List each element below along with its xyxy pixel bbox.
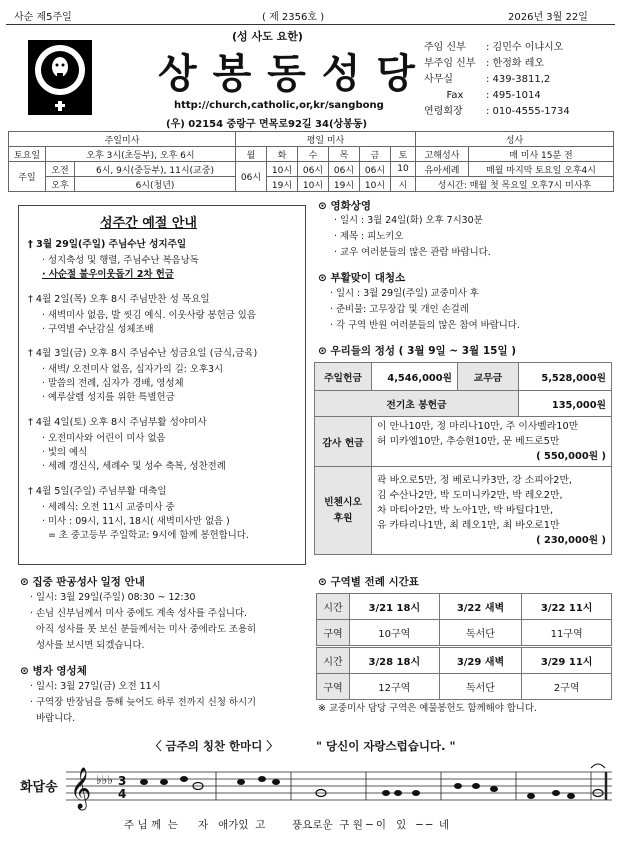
music-staff: [66, 760, 614, 816]
zone-value: 12구역: [350, 674, 440, 700]
sunday-label: 주일: [9, 162, 46, 192]
holy-week-line: · 말씀의 전례, 십자가 경배, 영성체: [42, 378, 184, 389]
confession-event-line: 성사를 보시면 되겠습니다.: [30, 640, 145, 651]
sunday-offering-value: 4,546,000원: [372, 363, 458, 391]
zone-time: 3/21 18시: [350, 594, 440, 620]
fri-time-1: 06시: [360, 162, 391, 177]
day-thu: 목: [329, 147, 360, 162]
building-offering-value: 135,000원: [519, 391, 612, 417]
issue-number: ( 제 2356호 ): [262, 12, 325, 23]
movie-title: ⊙ 영화상영: [318, 200, 372, 212]
holy-week-line: · 구역별 수난감실 성체조배: [42, 324, 154, 335]
zone-time: 3/29 새벽: [439, 648, 522, 674]
holy-week-line: · 사순절 불우이웃돕기 2차 헌금: [42, 269, 174, 280]
header-rule: [6, 24, 615, 25]
zone-value: 11구역: [522, 620, 612, 646]
zone-table-week1: [316, 593, 612, 646]
issue-date: 2026년 3월 22일: [508, 12, 588, 23]
cleaning-line: · 일시 : 3월 29일(주일) 교중미사 후: [330, 288, 479, 299]
contact-list: [424, 40, 570, 120]
day-tue: 화: [267, 147, 298, 162]
am-times: 6시, 9시(중등부), 11시(교중): [75, 162, 236, 177]
zone-note: ※ 교중미사 담당 구역은 예물봉헌도 함께해야 합니다.: [318, 703, 537, 714]
holy-week-line: = 초 중고등부 주일학교: 9시에 함께 봉헌합니다.: [42, 530, 249, 541]
holy-week-line: · 세례 갱신식, 세례수 및 성수 축복, 성찬전례: [42, 461, 226, 472]
weekday-mass-header: 평일 미사: [236, 132, 416, 147]
holy-week-item: † 3월 29일(주일) 주님수난 성지주일: [28, 239, 187, 250]
offering-title: ⊙ 우리들의 정성 ( 3월 9일 ~ 3월 15일 ): [318, 345, 517, 357]
tue-time-2: 19시: [267, 177, 298, 192]
zone-schedule-title: ⊙ 구역별 전례 시간표: [318, 576, 419, 588]
contact-pastor: 주임 신부 : 김민수 이냐시오: [424, 42, 564, 53]
church-url[interactable]: http://church,catholic,or,kr/sangbong: [174, 100, 384, 111]
sat-time-a: 10: [391, 162, 416, 177]
zone-label: 구역: [317, 620, 350, 646]
church-address: (우) 02154 중랑구 면목로92길 34(상봉동): [166, 119, 368, 130]
zone-value: 독서단: [439, 674, 522, 700]
contact-fax: Fax : 495-1014: [446, 90, 541, 101]
zone-value: 10구역: [350, 620, 440, 646]
pm-label: 오후: [46, 177, 75, 192]
am-label: 오전: [46, 162, 75, 177]
vincent-label: 빈첸시오 후원: [315, 467, 372, 555]
confession-event-line: · 손님 신부님께서 미사 중에도 계속 성사를 주십니다.: [30, 608, 248, 619]
psalm-label: 화답송: [20, 780, 58, 795]
confession-event-line: 아직 성사를 못 보신 분들께서는 미사 중에라도 조용히: [30, 624, 257, 635]
holy-week-item: † 4월 3일(금) 오후 8시 주님수난 성금요일 (금식,금육): [28, 348, 258, 359]
movie-line: · 일시 : 3월 24일(화) 오후 7시30분: [334, 215, 483, 226]
pm-times: 6시(청년): [75, 177, 236, 192]
vincent-details: 곽 바오로5만, 정 베로니카3만, 강 소피아2만, 김 수산나2만, 박 도미니카2만, 박 레오2만, 차 마티아2만, 박 노아1만, 박 바틸다1만, 유 카타리나1만, 최 레오1만, 최 바오로1만 ( 230,000원 ): [372, 467, 612, 555]
fri-time-2: 10시: [360, 177, 391, 192]
mass-schedule-table: [8, 131, 614, 192]
psalm-lyrics: 주 님 께 는 자 애가있 고 풍요로운 구 원 ─ 이 있 ─ ─ 네: [124, 819, 450, 831]
parish-dues-value: 5,528,000원: [519, 363, 612, 391]
zone-time-label: 시간: [317, 648, 350, 674]
svg-text:3: 3: [118, 774, 127, 788]
contact-funeral: 연령회장 : 010-4555-1734: [424, 106, 570, 117]
holy-week-line: · 새벽/ 오전미사 없음, 십자가의 길: 오후3시: [42, 364, 224, 375]
sick-communion-title: ⊙ 병자 영성체: [20, 665, 87, 677]
movie-line: · 교우 여러분들의 많은 관람 바랍니다.: [334, 247, 491, 258]
church-name: 상 봉 동 성 당: [158, 51, 416, 97]
day-sat: 토: [391, 147, 416, 162]
holy-week-item: † 4월 4일(토) 오후 8시 주님부활 성야미사: [28, 417, 207, 428]
wed-time-2: 10시: [298, 177, 329, 192]
day-fri: 금: [360, 147, 391, 162]
zone-time: 3/29 11시: [522, 648, 612, 674]
holy-hour-time: 성시간: 매월 첫 목요일 오후7시 미사후: [416, 177, 614, 192]
praise-message: " 당신이 자랑스럽습니다. ": [316, 739, 456, 753]
cleaning-title: ⊙ 부활맞이 대청소: [318, 272, 406, 284]
holy-week-line: · 미사 : 09시, 11시, 18시( 새벽미사만 없음 ): [42, 516, 230, 527]
monday-time: 06시: [236, 162, 267, 192]
svg-text:𝄞: 𝄞: [70, 768, 92, 809]
sunday-mass-header: 주일미사: [9, 132, 236, 147]
confession-event-line: · 일시: 3월 29일(주일) 08:30 ~ 12:30: [30, 592, 196, 603]
sick-communion-line: · 일시: 3월 27일(금) 오전 11시: [30, 681, 161, 692]
cleaning-line: · 준비물: 고무장갑 및 개인 손걸레: [330, 304, 469, 315]
building-offering-label: 전기초 봉헌금: [315, 391, 519, 417]
parish-dues-label: 교무금: [458, 363, 519, 391]
thu-time-1: 06시: [329, 162, 360, 177]
zone-time: 3/22 11시: [522, 594, 612, 620]
confession-time: 매 미사 15분 전: [469, 147, 614, 162]
sick-communion-line: · 구역장 반장님을 통해 늦어도 하루 전까지 신청 하시기: [30, 697, 257, 708]
wed-time-1: 06시: [298, 162, 329, 177]
svg-text:4: 4: [118, 787, 127, 801]
sick-communion-line: 바랍니다.: [30, 713, 76, 724]
svg-text:♭♭♭: ♭♭♭: [96, 773, 113, 787]
contact-office: 사무실 : 439-3811,2: [424, 74, 551, 85]
cleaning-line: · 각 구역 반원 여러분들의 많은 참여 바랍니다.: [330, 320, 520, 331]
holy-week-line: · 오전미사와 어린이 미사 없음: [42, 433, 166, 444]
holy-week-line: · 예루살렘 성지를 위한 특별헌금: [42, 392, 175, 403]
zone-value: 독서단: [439, 620, 522, 646]
week-label: 사순 제5주일: [14, 12, 72, 23]
thanks-offering-label: 감사 헌금: [315, 417, 372, 467]
sat-time-b: 시: [391, 177, 416, 192]
infant-baptism-label: 유아세례: [416, 162, 469, 177]
day-wed: 수: [298, 147, 329, 162]
holy-week-line: · 빛의 예식: [42, 447, 88, 458]
confession-event-title: ⊙ 집중 판공성사 일정 안내: [20, 576, 145, 588]
tue-time-1: 10시: [267, 162, 298, 177]
holy-week-line: · 새벽미사 없음, 발 씻김 예식. 이웃사랑 봉헌금 있음: [42, 310, 256, 321]
contact-assistant: 부주임 신부 : 한정화 레오: [424, 58, 545, 69]
patron-saint: (성 사도 요한): [232, 30, 303, 43]
sacrament-header: 성사: [416, 132, 614, 147]
zone-label: 구역: [317, 674, 350, 700]
holy-week-item: † 4월 2일(목) 오후 8시 주님만찬 성 목요일: [28, 294, 210, 305]
zone-table-week2: [316, 647, 612, 700]
zone-time: 3/28 18시: [350, 648, 440, 674]
movie-line: · 제목 : 피노키오: [334, 231, 404, 242]
infant-baptism-time: 매월 마지막 토요일 오후4시: [469, 162, 614, 177]
saturday-label: 토요일: [9, 147, 46, 162]
church-logo: [28, 40, 92, 115]
zone-time-label: 시간: [317, 594, 350, 620]
thanks-offering-details: 이 안나10만, 정 마리나10만, 주 이사벨라10만 허 미카엘10만, 추승현10만, 문 베드로5만 ( 550,000원 ): [372, 417, 612, 467]
praise-heading: 〈 금주의 칭찬 한마디 〉: [150, 739, 278, 753]
holy-week-line: · 세례식: 오전 11시 교중미사 중: [42, 502, 175, 513]
zone-time: 3/22 새벽: [439, 594, 522, 620]
holy-week-line: · 성지축성 및 행렬, 주님수난 복음낭독: [42, 255, 199, 266]
offering-table: [314, 362, 612, 555]
holy-week-item: † 4월 5일(주일) 주님부활 대축일: [28, 486, 167, 497]
zone-value: 2구역: [522, 674, 612, 700]
day-mon: 월: [236, 147, 267, 162]
confession-label: 고해성사: [416, 147, 469, 162]
sunday-offering-label: 주일헌금: [315, 363, 372, 391]
saturday-times: 오후 3시(초등부), 오후 6시: [46, 147, 236, 162]
thu-time-2: 19시: [329, 177, 360, 192]
holy-week-title: 성주간 예절 안내: [100, 216, 197, 231]
